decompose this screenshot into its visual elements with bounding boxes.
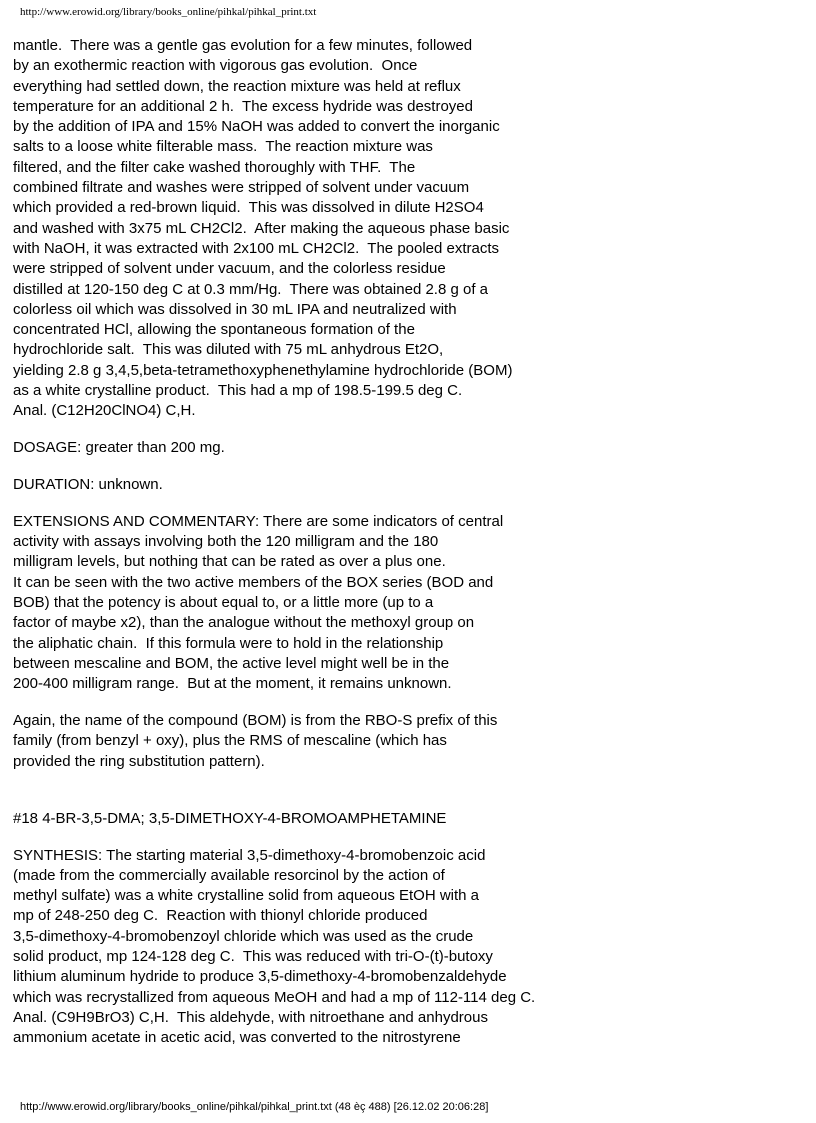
text-line: (made from the commercially available resorcinol by the action of (13, 866, 445, 884)
text-line: methyl sulfate) was a white crystalline solid from aqueous EtOH with a (13, 887, 480, 905)
text-line: colorless oil which was dissolved in 30 mL IPA and neutralized with (13, 300, 457, 318)
text-line: mp of 248-250 deg C. Reaction with thionyl chloride produced (13, 907, 428, 925)
dosage-paragraph (13, 438, 803, 458)
text-line: BOB) that the potency is about equal to, or a little more (up to a (13, 593, 434, 611)
text-line: Anal. (C9H9BrO3) C,H. This aldehyde, with nitroethane and anhydrous (13, 1008, 488, 1026)
text-line: combined filtrate and washes were stripped of solvent under vacuum (13, 179, 470, 197)
synthesis-continuation-paragraph (13, 36, 803, 422)
text-line: solid product, mp 124-128 deg C. This was reduced with tri-O-(t)-butoxy (13, 948, 493, 966)
text-line: and washed with 3x75 mL CH2Cl2. After making the aqueous phase basic (13, 219, 510, 237)
naming-note-paragraph (13, 711, 803, 772)
text-line: Again, the name of the compound (BOM) is from the RBO-S prefix of this (13, 711, 498, 729)
page-header-url: http://www.erowid.org/library/books_online/pihkal/pihkal_print.txt (20, 6, 317, 18)
text-line: It can be seen with the two active members of the BOX series (BOD and (13, 573, 494, 591)
text-line: which provided a red-brown liquid. This was dissolved in dilute H2SO4 (13, 199, 484, 217)
text-line: lithium aluminum hydride to produce 3,5-dimethoxy-4-bromobenzaldehyde (13, 968, 507, 986)
text-line: activity with assays involving both the 120 milligram and the 180 (13, 533, 439, 551)
text-line: DOSAGE: greater than 200 mg. (13, 439, 225, 457)
text-line: were stripped of solvent under vacuum, and the colorless residue (13, 260, 446, 278)
text-line: DURATION: unknown. (13, 475, 163, 493)
text-line: factor of maybe x2), than the analogue without the methoxyl group on (13, 614, 475, 632)
text-line: milligram levels, but nothing that can be rated as over a plus one. (13, 553, 446, 571)
text-line: mantle. There was a gentle gas evolution for a few minutes, followed (13, 37, 473, 54)
synthesis-paragraph (13, 846, 803, 1049)
text-line: Anal. (C12H20ClNO4) C,H. (13, 402, 196, 420)
text-line: ammonium acetate in acetic acid, was converted to the nitrostyrene (13, 1029, 461, 1047)
document-body (13, 36, 803, 1065)
page-footer: http://www.erowid.org/library/books_online/pihkal/pihkal_print.txt (48 èç 488) [26.12.02 20:06:28] (20, 1101, 489, 1113)
text-line: #18 4-BR-3,5-DMA; 3,5-DIMETHOXY-4-BROMOAMPHETAMINE (13, 809, 447, 827)
compound-heading (13, 809, 803, 829)
text-line: 200-400 milligram range. But at the moment, it remains unknown. (13, 675, 452, 693)
text-line: hydrochloride salt. This was diluted with 75 mL anhydrous Et2O, (13, 341, 444, 359)
text-line: temperature for an additional 2 h. The excess hydride was destroyed (13, 97, 473, 115)
text-line: distilled at 120-150 deg C at 0.3 mm/Hg. There was obtained 2.8 g of a (13, 280, 489, 298)
text-line: as a white crystalline product. This had a mp of 198.5-199.5 deg C. (13, 382, 463, 400)
text-line: with NaOH, it was extracted with 2x100 mL CH2Cl2. The pooled extracts (13, 239, 500, 257)
text-line: EXTENSIONS AND COMMENTARY: There are some indicators of central (13, 512, 504, 530)
text-line: concentrated HCl, allowing the spontaneous formation of the (13, 321, 415, 339)
text-line: everything had settled down, the reaction mixture was held at reflux (13, 77, 461, 95)
text-line: by an exothermic reaction with vigorous gas evolution. Once (13, 57, 418, 75)
text-line: SYNTHESIS: The starting material 3,5-dimethoxy-4-bromobenzoic acid (13, 846, 486, 864)
extensions-commentary-paragraph (13, 512, 803, 695)
duration-paragraph (13, 475, 803, 495)
text-line: family (from benzyl + oxy), plus the RMS of mescaline (which has (13, 732, 447, 750)
text-line: between mescaline and BOM, the active level might well be in the (13, 654, 450, 672)
text-line: 3,5-dimethoxy-4-bromobenzoyl chloride which was used as the crude (13, 927, 474, 945)
text-line: provided the ring substitution pattern). (13, 752, 265, 770)
text-line: yielding 2.8 g 3,4,5,beta-tetramethoxyphenethylamine hydrochloride (BOM) (13, 361, 513, 379)
text-line: which was recrystallized from aqueous MeOH and had a mp of 112-114 deg C. (13, 988, 536, 1006)
text-line: filtered, and the filter cake washed thoroughly with THF. The (13, 158, 416, 176)
text-line: salts to a loose white filterable mass. The reaction mixture was (13, 138, 433, 156)
text-line: by the addition of IPA and 15% NaOH was added to convert the inorganic (13, 118, 500, 136)
text-line: the aliphatic chain. If this formula were to hold in the relationship (13, 634, 444, 652)
